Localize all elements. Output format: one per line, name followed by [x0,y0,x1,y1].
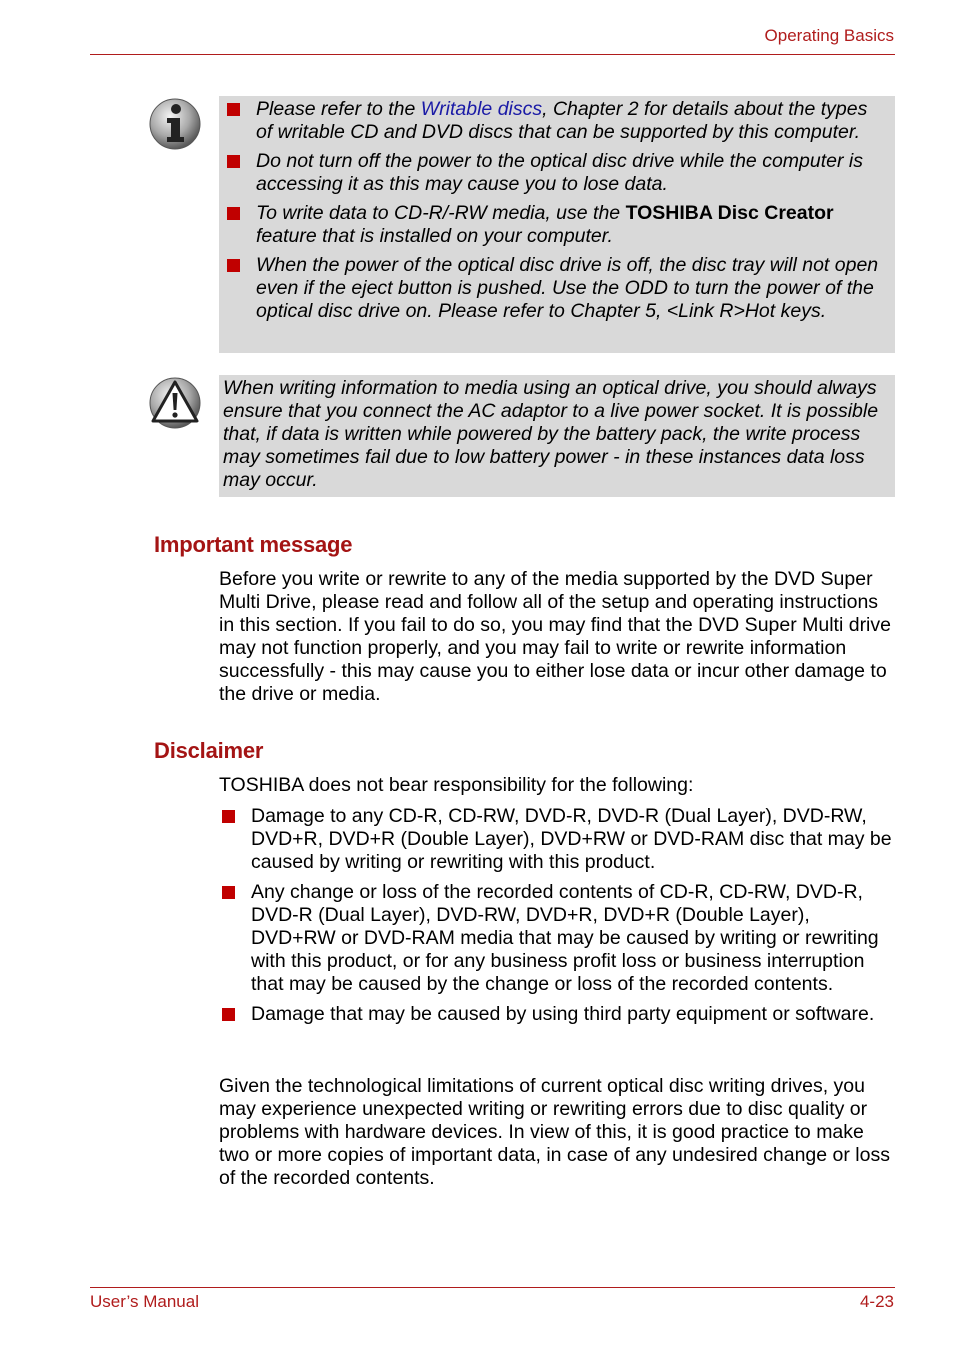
info-note-item: Do not turn off the power to the optical disc drive while the computer is accessing it as this may cause you to lose data. [223,150,887,196]
disclaimer-item: Damage to any CD-R, CD-RW, DVD-R, DVD-R (Dual Layer), DVD-RW, DVD+R, DVD+R (Double Layer), DVD+RW or DVD-RAM disc that may be caused by writing or rewriting with this product. [219,805,897,874]
footer-manual-title: User’s Manual [90,1292,199,1311]
footer-rule [90,1287,895,1288]
info-note-item: When the power of the optical disc drive is off, the disc tray will not open even if the eject button is pushed. Use the ODD to turn the power of the optical disc drive on. Please refer to Chapter 5, <Link R>Hot keys. [223,254,887,323]
footer-page-number: 4-23 [859,1292,894,1311]
warning-icon [148,376,202,430]
disclaimer-item: Any change or loss of the recorded contents of CD-R, CD-RW, DVD-R, DVD-R (Dual Layer), DVD-RW, DVD+R, DVD+R (Double Layer), DVD+RW or DVD-RAM media that may be caused by writing or rewriting with this product, or for any business profit loss or business interruption that may be caused by the change or loss of the recorded contents. [219,881,897,996]
bullet-square-icon [227,103,240,116]
bullet-square-icon [227,207,240,220]
header-rule [90,54,895,55]
info-icon [148,97,202,151]
warning-note-box [219,375,895,497]
info-note-box [219,96,895,353]
disclaimer-heading: Disclaimer [154,738,264,763]
writable-discs-link[interactable]: Writable discs [420,98,543,120]
info-note-item: Please refer to the Writable discs, Chapter 2 for details about the types of writable CD and DVD discs that can be supported by this computer. [223,98,887,144]
disclaimer-closing-paragraph: Given the technological limitations of current optical disc writing drives, you may experience unexpected writing or rewriting errors due to disc quality or problems with hardware devices. In view of this, it is good practice to make two or more copies of important data, in case of any undesired change or loss of the recorded contents. [219,1075,890,1189]
disclaimer-intro: TOSHIBA does not bear responsibility for the following: [219,774,694,796]
bullet-square-icon [222,886,235,899]
warning-note-text: When writing information to media using an optical drive, you should always ensure that you connect the AC adaptor to a live power socket. It is possible that, if data is written while powered by the battery pack, the write process may sometimes fail due to low battery power - in these instances data loss may occur. [223,377,879,491]
bullet-square-icon [222,1008,235,1021]
info-note-item: To write data to CD-R/-RW media, use the TOSHIBA Disc Creator feature that is installed on your computer. [223,202,887,248]
bullet-square-icon [222,810,235,823]
disclaimer-item: Damage that may be caused by using third party equipment or software. [219,1003,897,1026]
bullet-square-icon [227,259,240,272]
header-section-title: Operating Basics [764,26,894,45]
bullet-square-icon [227,155,240,168]
disclaimer-list [219,805,897,1033]
important-message-heading: Important message [154,532,353,557]
important-message-paragraph: Before you write or rewrite to any of the media supported by the DVD Super Multi Drive, please read and follow all of the setup and operating instructions in this section. If you fail to do so, you may find that the DVD Super Multi drive may not function properly, and you may fail to write or rewrite information successfully - this may cause you to either lose data or incur other damage to the drive or media. [219,568,891,705]
